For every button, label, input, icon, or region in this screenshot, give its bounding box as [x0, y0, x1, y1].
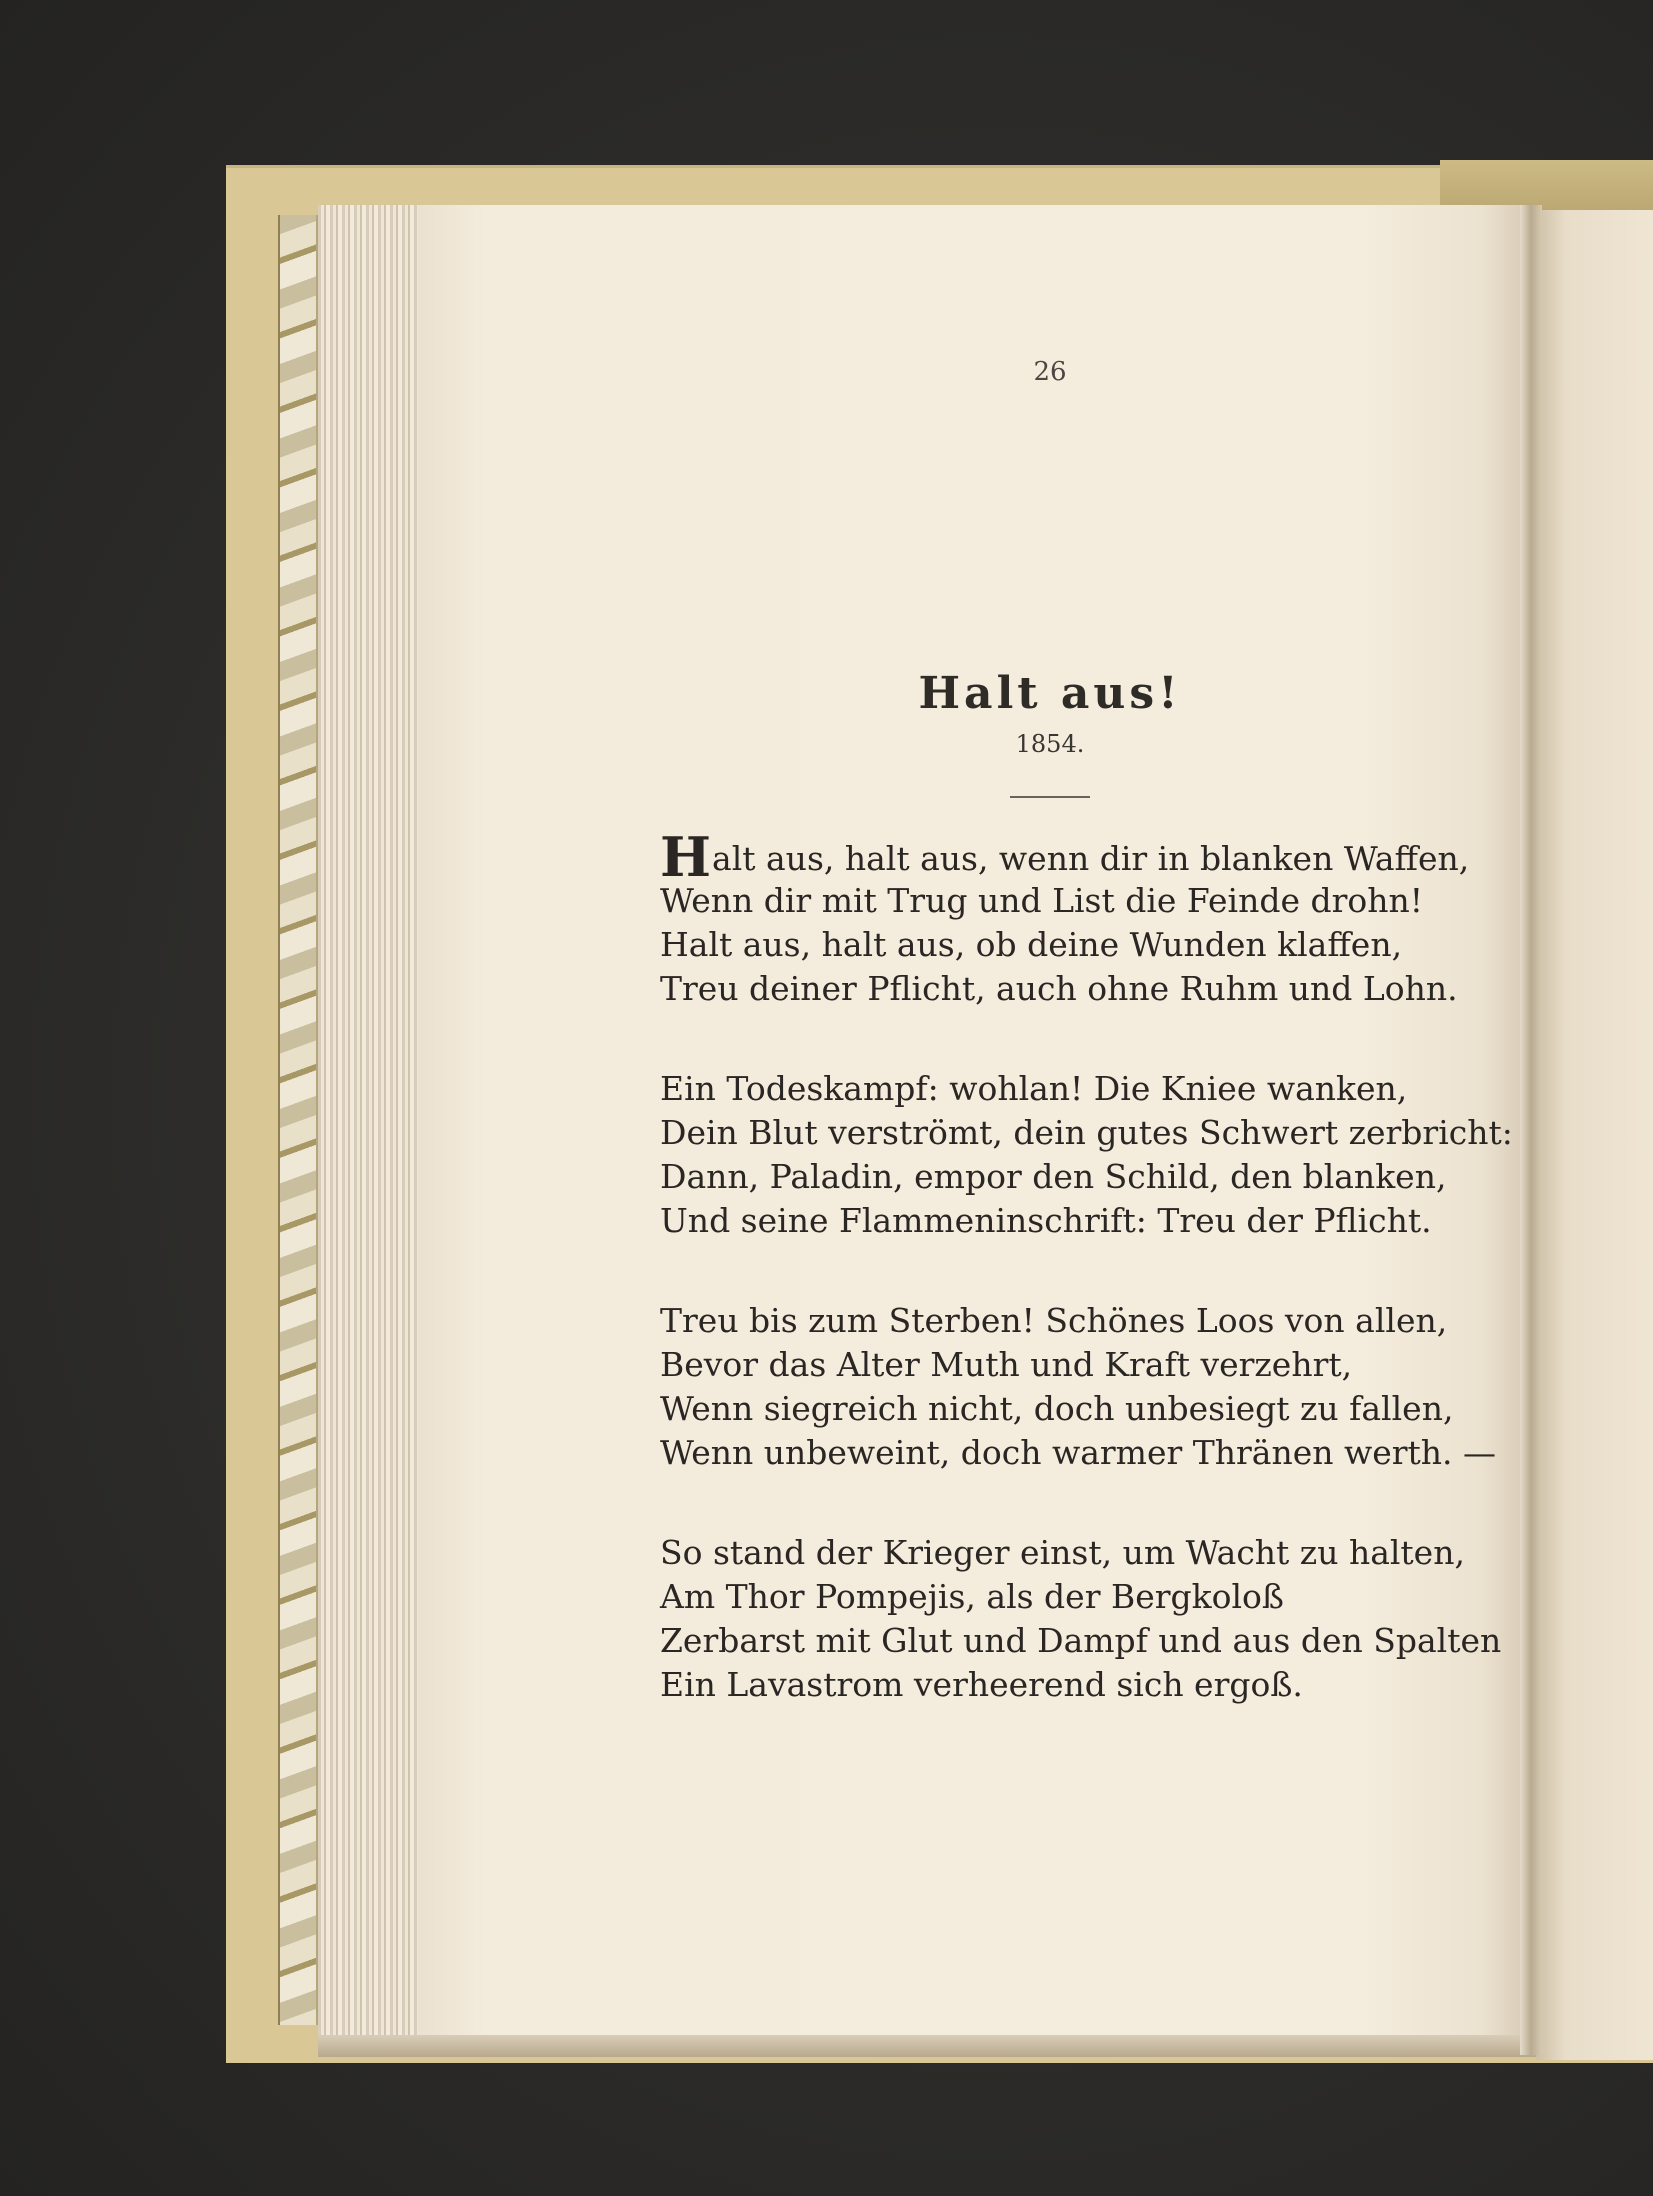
- book-gutter: [1520, 205, 1542, 2055]
- poem-line: Zerbarst mit Glut und Dampf und aus den Spalten: [660, 1621, 1502, 1660]
- drop-cap: H: [660, 825, 712, 889]
- page-number: 26: [1033, 357, 1067, 387]
- poem-line: Dein Blut verströmt, dein gutes Schwert zerbricht:: [660, 1113, 1513, 1152]
- poem-title: Halt aus!: [918, 668, 1182, 719]
- stanza-2: [660, 1067, 1513, 1243]
- page-edge-bottom: [318, 2035, 1548, 2057]
- stanza-3: [660, 1299, 1497, 1475]
- poem-line: Wenn dir mit Trug und List die Feinde drohn!: [660, 881, 1424, 920]
- stanza-4: [660, 1531, 1502, 1707]
- poem-line: Ein Todeskampf: wohlan! Die Kniee wanken,: [660, 1069, 1408, 1108]
- poem-line: Dann, Paladin, empor den Schild, den blanken,: [660, 1157, 1447, 1196]
- poem-line: Bevor das Alter Muth und Kraft verzehrt,: [660, 1345, 1353, 1384]
- poem-line: Am Thor Pompejis, als der Bergkoloß: [660, 1577, 1284, 1616]
- poem-line: Halt aus, halt aus, ob deine Wunden klaffen,: [660, 925, 1403, 964]
- title-divider: [1010, 796, 1090, 798]
- poem-line: Treu deiner Pflicht, auch ohne Ruhm und Lohn.: [660, 969, 1458, 1008]
- stanza-1: [660, 825, 1480, 1011]
- decorative-endpaper: [278, 215, 318, 2025]
- page-edge-stack: [318, 205, 418, 2055]
- poem-line: So stand der Krieger einst, um Wacht zu halten,: [660, 1533, 1465, 1572]
- facing-page: [1536, 210, 1653, 2060]
- poem-line: Wenn siegreich nicht, doch unbesiegt zu fallen,: [660, 1389, 1454, 1428]
- poem-line: [660, 825, 1480, 889]
- poem-line-text: alt aus, halt aus, wenn dir in blanken Waffen,: [712, 839, 1470, 878]
- poem-line: Treu bis zum Sterben! Schönes Loos von allen,: [660, 1301, 1448, 1340]
- poem-year: 1854.: [1015, 730, 1085, 758]
- poem-line: Wenn unbeweint, doch warmer Thränen werth. —: [660, 1433, 1497, 1472]
- poem-line: Ein Lavastrom verheerend sich ergoß.: [660, 1665, 1303, 1704]
- poem-line: Und seine Flammeninschrift: Treu der Pflicht.: [660, 1201, 1432, 1240]
- poem-body: [660, 825, 1513, 1763]
